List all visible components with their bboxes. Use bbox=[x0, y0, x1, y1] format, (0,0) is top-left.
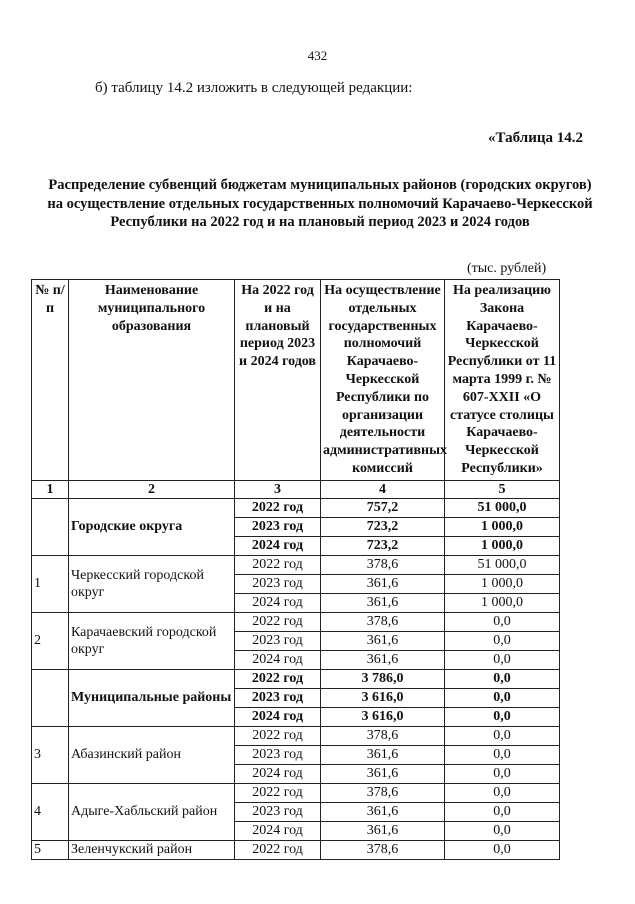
year-cell: 2023 год bbox=[235, 631, 321, 650]
row-number: 3 bbox=[32, 726, 69, 783]
header-period: На 2022 год и на плановый период 2023 и 2024 годов bbox=[235, 280, 321, 481]
capital-status-law-value: 0,0 bbox=[445, 821, 560, 840]
table-row bbox=[32, 669, 560, 688]
column-number: 3 bbox=[235, 480, 321, 498]
document-title: Распределение субвенций бюджетам муниципальных районов (городских округов) на осуществление отдельных государственных полномочий Карачаево-Черкесской Республики на 2022 год и на плановый период 2023 и 2024 годов bbox=[47, 177, 593, 230]
year-cell: 2022 год bbox=[235, 783, 321, 802]
column-number: 2 bbox=[69, 480, 235, 498]
page-number: 432 bbox=[307, 48, 328, 63]
municipality-name: Зеленчукский район bbox=[69, 840, 235, 859]
table-row bbox=[32, 783, 560, 802]
table-row bbox=[32, 612, 560, 631]
municipality-name: Адыге-Хабльский район bbox=[69, 783, 235, 840]
admin-commissions-value: 723,2 bbox=[321, 536, 445, 555]
table-row bbox=[32, 498, 560, 517]
admin-commissions-value: 361,6 bbox=[321, 764, 445, 783]
year-cell: 2024 год bbox=[235, 707, 321, 726]
header-admin-commissions: На осуществление отдельных государственных полномочий Карачаево-Черкесской Республики по организации деятельности административных комиссий bbox=[321, 280, 445, 481]
table-body bbox=[32, 498, 560, 859]
year-cell: 2024 год bbox=[235, 593, 321, 612]
admin-commissions-value: 3 786,0 bbox=[321, 669, 445, 688]
year-cell: 2022 год bbox=[235, 840, 321, 859]
column-number: 4 bbox=[321, 480, 445, 498]
year-cell: 2024 год bbox=[235, 821, 321, 840]
table-row bbox=[32, 840, 560, 859]
row-number: 1 bbox=[32, 555, 69, 612]
subvention-table bbox=[31, 279, 560, 860]
admin-commissions-value: 361,6 bbox=[321, 631, 445, 650]
header-row bbox=[32, 280, 560, 481]
admin-commissions-value: 378,6 bbox=[321, 726, 445, 745]
row-number: 5 bbox=[32, 840, 69, 859]
capital-status-law-value: 0,0 bbox=[445, 764, 560, 783]
capital-status-law-value: 1 000,0 bbox=[445, 536, 560, 555]
year-cell: 2022 год bbox=[235, 726, 321, 745]
year-cell: 2022 год bbox=[235, 555, 321, 574]
municipality-name: Карачаевский городской округ bbox=[69, 612, 235, 669]
table-label: «Таблица 14.2 bbox=[488, 130, 583, 146]
row-number: 4 bbox=[32, 783, 69, 840]
capital-status-law-value: 1 000,0 bbox=[445, 517, 560, 536]
year-cell: 2023 год bbox=[235, 802, 321, 821]
row-number bbox=[32, 498, 69, 555]
header-name: Наименование муниципального образования bbox=[69, 280, 235, 481]
capital-status-law-value: 0,0 bbox=[445, 631, 560, 650]
capital-status-law-value: 0,0 bbox=[445, 802, 560, 821]
capital-status-law-value: 0,0 bbox=[445, 688, 560, 707]
municipality-name: Абазинский район bbox=[69, 726, 235, 783]
admin-commissions-value: 378,6 bbox=[321, 840, 445, 859]
capital-status-law-value: 51 000,0 bbox=[445, 555, 560, 574]
header-num: № п/п bbox=[32, 280, 69, 481]
table-row bbox=[32, 555, 560, 574]
admin-commissions-value: 361,6 bbox=[321, 802, 445, 821]
capital-status-law-value: 0,0 bbox=[445, 650, 560, 669]
units-label: (тыс. рублей) bbox=[467, 261, 547, 276]
year-cell: 2024 год bbox=[235, 650, 321, 669]
municipality-name: Городские округа bbox=[69, 498, 235, 555]
admin-commissions-value: 361,6 bbox=[321, 745, 445, 764]
column-number-row bbox=[32, 480, 560, 498]
year-cell: 2024 год bbox=[235, 764, 321, 783]
year-cell: 2024 год bbox=[235, 536, 321, 555]
column-number: 5 bbox=[445, 480, 560, 498]
admin-commissions-value: 3 616,0 bbox=[321, 688, 445, 707]
admin-commissions-value: 757,2 bbox=[321, 498, 445, 517]
admin-commissions-value: 378,6 bbox=[321, 783, 445, 802]
admin-commissions-value: 361,6 bbox=[321, 650, 445, 669]
capital-status-law-value: 0,0 bbox=[445, 745, 560, 764]
admin-commissions-value: 723,2 bbox=[321, 517, 445, 536]
admin-commissions-value: 361,6 bbox=[321, 593, 445, 612]
capital-status-law-value: 0,0 bbox=[445, 726, 560, 745]
capital-status-law-value: 0,0 bbox=[445, 783, 560, 802]
year-cell: 2022 год bbox=[235, 498, 321, 517]
year-cell: 2023 год bbox=[235, 517, 321, 536]
year-cell: 2023 год bbox=[235, 688, 321, 707]
capital-status-law-value: 1 000,0 bbox=[445, 593, 560, 612]
capital-status-law-value: 51 000,0 bbox=[445, 498, 560, 517]
admin-commissions-value: 361,6 bbox=[321, 821, 445, 840]
year-cell: 2023 год bbox=[235, 745, 321, 764]
row-number bbox=[32, 669, 69, 726]
year-cell: 2022 год bbox=[235, 612, 321, 631]
header-capital-status-law: На реализацию Закона Карачаево-Черкесской Республики от 11 марта 1999 г. № 607-XXII «О статусе столицы Карачаево-Черкесской Республики» bbox=[445, 280, 560, 481]
admin-commissions-value: 378,6 bbox=[321, 555, 445, 574]
capital-status-law-value: 1 000,0 bbox=[445, 574, 560, 593]
municipality-name: Черкесский городской округ bbox=[69, 555, 235, 612]
admin-commissions-value: 361,6 bbox=[321, 574, 445, 593]
intro-text: б) таблицу 14.2 изложить в следующей редакции: bbox=[95, 80, 413, 96]
capital-status-law-value: 0,0 bbox=[445, 707, 560, 726]
admin-commissions-value: 378,6 bbox=[321, 612, 445, 631]
municipality-name: Муниципальные районы bbox=[69, 669, 235, 726]
column-number: 1 bbox=[32, 480, 69, 498]
year-cell: 2023 год bbox=[235, 574, 321, 593]
capital-status-law-value: 0,0 bbox=[445, 612, 560, 631]
capital-status-law-value: 0,0 bbox=[445, 840, 560, 859]
year-cell: 2022 год bbox=[235, 669, 321, 688]
admin-commissions-value: 3 616,0 bbox=[321, 707, 445, 726]
row-number: 2 bbox=[32, 612, 69, 669]
table-row bbox=[32, 726, 560, 745]
capital-status-law-value: 0,0 bbox=[445, 669, 560, 688]
